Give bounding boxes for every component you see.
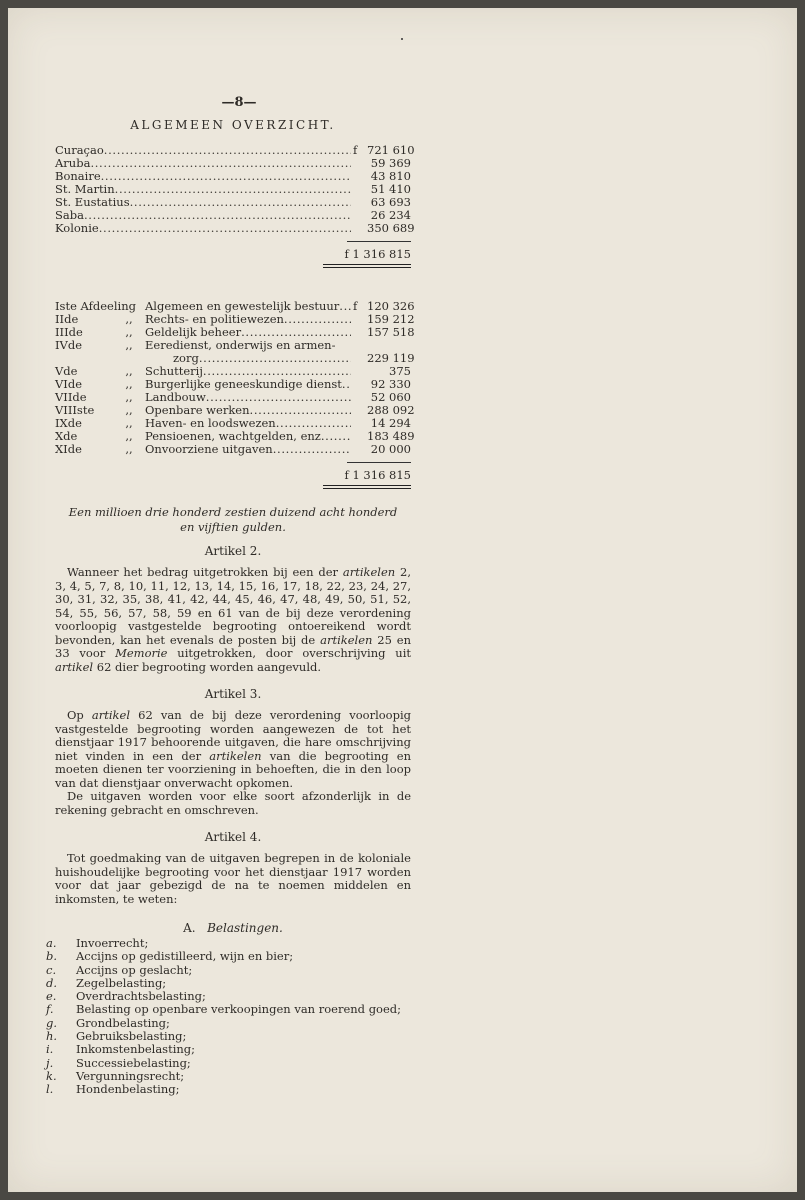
list-item: [46, 1057, 426, 1070]
region-label: Saba: [55, 208, 84, 222]
leader-dots: [90, 157, 351, 170]
currency-symbol: f: [353, 143, 358, 157]
region-amount: 43 810: [370, 169, 411, 183]
department-description: Schutterij: [145, 364, 203, 378]
currency-symbol: f: [353, 299, 358, 313]
list-item-letter: i.: [46, 1042, 54, 1057]
list-item: [46, 1017, 426, 1030]
department-amount: 52 060: [370, 390, 411, 404]
list-item: [46, 1083, 426, 1096]
department-description: Openbare werken: [145, 403, 250, 417]
ditto-mark: ,,: [125, 429, 133, 443]
amount-in-words: [55, 505, 411, 535]
article-4-paragraph: Tot goedmaking van de uitgaven begrepen in de koloniale huishoudelijke begrooting voor het dienstjaar 1917 worden voor dat jaar gebezigd de na te noemen middelen en inkomsten, te weten:: [55, 851, 411, 906]
list-item-letter: h.: [46, 1029, 58, 1044]
region-row: [55, 196, 411, 209]
department-number: Iste Afdeeling: [55, 299, 136, 313]
leader-dots: [104, 144, 351, 157]
list-item-letter: d.: [46, 975, 58, 990]
leader-dots: [130, 196, 351, 209]
department-description: Landbouw: [145, 390, 206, 404]
list-item-letter: l.: [46, 1082, 54, 1097]
department-number: IIIde: [55, 325, 83, 339]
list-item-text: Invoerrecht;: [76, 936, 149, 950]
double-rule: [323, 485, 411, 489]
region-amount: 59 369: [370, 156, 411, 170]
ditto-mark: ,,: [125, 325, 133, 339]
ditto-mark: ,,: [125, 377, 133, 391]
region-label: Kolonie: [55, 221, 99, 235]
article-4-heading: Artikel 4.: [204, 830, 262, 844]
list-item-letter: g.: [46, 1015, 58, 1030]
list-item: [46, 937, 426, 950]
department-row: [55, 378, 411, 391]
leader-dots: [84, 209, 351, 222]
list-item: [46, 977, 426, 990]
list-item: [46, 990, 426, 1003]
ditto-mark: ,,: [125, 416, 133, 430]
list-item-letter: j.: [46, 1055, 54, 1070]
ditto-mark: ,,: [125, 403, 133, 417]
department-amount: 375: [389, 364, 411, 378]
list-item-letter: e.: [46, 989, 57, 1004]
leader-dots: [101, 170, 351, 183]
departments-total: f 1 316 815: [344, 468, 411, 482]
departments-table: [55, 299, 415, 456]
region-amount: 350 689: [367, 221, 415, 235]
department-description: Algemeen en gewestelijk bestuur: [145, 299, 340, 313]
department-amount: 288 092: [367, 403, 415, 417]
department-number: IXde: [55, 416, 82, 430]
list-item-letter: b.: [46, 949, 58, 964]
leader-dots: [115, 183, 351, 196]
department-description: Burgerlijke geneeskundige dienst: [145, 377, 342, 391]
department-number: XIde: [55, 442, 82, 456]
list-item-text: Successiebelasting;: [76, 1055, 191, 1070]
amount-words-line-1: Een millioen drie honderd zestien duizend acht honderd: [68, 505, 398, 519]
region-row: [55, 209, 411, 222]
region-row: [55, 157, 411, 170]
region-amount: 51 410: [370, 182, 411, 196]
department-amount: 14 294: [370, 416, 411, 430]
ditto-mark: ,,: [125, 312, 133, 326]
list-item-text: Gebruiksbelasting;: [76, 1029, 187, 1044]
list-item-letter: k.: [46, 1068, 57, 1083]
department-row: [55, 339, 411, 352]
department-number: IVde: [55, 338, 83, 352]
department-amount: 120 326: [367, 299, 415, 313]
regions-total: f 1 316 815: [344, 247, 411, 261]
leader-dots: [342, 378, 351, 391]
list-item-text: Inkomstenbelasting;: [76, 1042, 196, 1057]
leader-dots: [273, 443, 351, 456]
region-row: [55, 143, 415, 157]
department-number: VIIde: [55, 390, 87, 404]
list-item-text: Belasting op openbare verkoopingen van roerend goed;: [76, 1002, 402, 1017]
list-item-text: Hondenbelasting;: [76, 1082, 180, 1097]
region-label: Aruba: [55, 156, 91, 170]
region-row: [55, 221, 415, 235]
department-number: Vde: [55, 364, 78, 378]
sum-rule: [347, 241, 411, 242]
list-item-letter: a.: [46, 936, 57, 950]
region-amount: 721 610: [367, 143, 415, 157]
list-item-text: Accijns op gedistilleerd, wijn en bier;: [76, 949, 294, 964]
leader-dots: [284, 313, 351, 326]
ink-speck: [401, 38, 403, 40]
region-label: St. Eustatius: [55, 195, 130, 209]
leader-dots: [99, 222, 351, 235]
ditto-mark: ,,: [125, 364, 133, 378]
page-number: —8—: [221, 95, 257, 110]
department-amount: 20 000: [370, 442, 411, 456]
double-rule: [323, 264, 411, 268]
department-amount: 92 330: [370, 377, 411, 391]
article-2-paragraph: Wanneer het bedrag uitgetrokken bij een der artikelen 2, 3, 4, 5, 7, 8, 10, 11, 12, 13, 14, 15, 16, 17, 18, 22, 23, 24, 27, 30, 31, 32, 35, 38, 41, 42, 44, 45, 46, 47, 48, 49, 50, 51, 52, 54, 55, 56, 57, 58, 59 en 61 van de bij deze verordening voorloopig vastgestelde begrooting ontoereikend wordt bevonden, kan het evenals de posten bij de artikelen 25 en 33 voor Memorie uitgetrokken, door overschrijving uit artikel 62 dier begrooting worden aangevuld.: [55, 565, 411, 674]
region-label: Curaçao: [55, 143, 104, 157]
list-item: [46, 964, 426, 977]
list-item: [46, 1003, 426, 1016]
department-description: Eeredienst, onderwijs en armen-: [145, 338, 336, 352]
department-description: Pensioenen, wachtgelden, enz: [145, 429, 321, 443]
department-row: [55, 351, 415, 365]
article-3-paragraph-2: De uitgaven worden voor elke soort afzonderlijk in de rekening gebracht en omschreven.: [55, 789, 411, 817]
department-description: Geldelijk beheer: [145, 325, 242, 339]
list-item-letter: c.: [46, 962, 57, 977]
department-amount: 157 518: [367, 325, 415, 339]
department-row: [55, 443, 411, 456]
region-amount: 26 234: [370, 208, 411, 222]
article-3-heading: Artikel 3.: [204, 687, 262, 701]
article-3-paragraph-1: Op artikel 62 van de bij deze verordening voorloopig vastgestelde begrooting worden aangewezen de tot het dienstjaar 1917 behoorende uitgaven, die hare omschrijving niet vinden in een der artikelen van die begrooting en moeten dienen ter voorziening in behoeften, die in den loop van dat dienstjaar onverwacht opkomen.: [55, 708, 411, 790]
region-label: St. Martin: [55, 182, 115, 196]
regions-table: [55, 143, 415, 235]
list-item-text: Accijns op geslacht;: [76, 962, 193, 977]
tax-list: [46, 937, 426, 1097]
department-number: VIde: [55, 377, 83, 391]
leader-dots: [339, 300, 351, 313]
department-amount: 159 212: [367, 312, 415, 326]
document-page: [8, 8, 797, 1192]
ditto-mark: ,,: [125, 390, 133, 404]
department-number: IIde: [55, 312, 79, 326]
leader-dots: [321, 430, 351, 443]
ditto-mark: ,,: [125, 442, 133, 456]
list-item: [46, 1030, 426, 1043]
region-amount: 63 693: [370, 195, 411, 209]
article-2-heading: Artikel 2.: [204, 544, 262, 558]
department-description: Rechts- en politiewezen: [145, 312, 284, 326]
amount-words-line-2: en vijftien gulden.: [180, 520, 286, 534]
ditto-mark: ,,: [125, 338, 133, 352]
list-item-letter: f.: [46, 1002, 54, 1017]
department-description: zorg: [173, 351, 199, 365]
page-title: ALGEMEEN OVERZICHT.: [130, 118, 336, 132]
department-number: VIIIste: [55, 403, 95, 417]
region-label: Bonaire: [55, 169, 101, 183]
list-item-text: Zegelbelasting;: [76, 975, 167, 990]
list-item: [46, 1043, 426, 1056]
list-item-text: Grondbelasting;: [76, 1015, 170, 1030]
list-item-text: Overdrachtsbelasting;: [76, 989, 206, 1004]
department-description: Onvoorziene uitgaven: [145, 442, 273, 456]
main-column: [55, 95, 415, 945]
department-amount: 183 489: [367, 429, 415, 443]
department-amount: 229 119: [367, 351, 415, 365]
department-description: Haven- en loodswezen: [145, 416, 276, 430]
section-a-heading: A. Belastingen.: [183, 921, 283, 935]
list-item-text: Vergunningsrecht;: [76, 1068, 185, 1083]
leader-dots: [199, 352, 351, 365]
department-number: Xde: [55, 429, 78, 443]
list-item: [46, 1070, 426, 1083]
list-item: [46, 950, 426, 963]
sum-rule: [347, 462, 411, 463]
